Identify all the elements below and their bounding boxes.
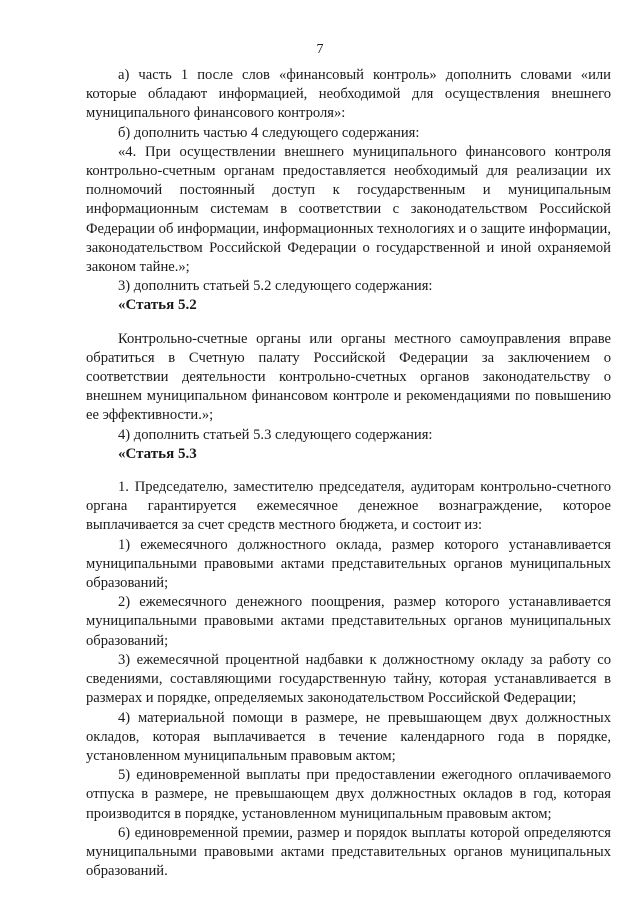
spacer bbox=[86, 316, 611, 330]
article-5-3-clause-1: 1. Председателю, заместителю председателя, аудиторам контрольно-счетного органа гарантируется ежемесячное денежное вознаграждение, которое выплачивается за счет средств местного бюджета, и состоит из: bbox=[86, 479, 611, 534]
list-item-3: 3) ежемесячной процентной надбавки к должностному окладу за работу со сведениями, составляющими государственную тайну, которая устанавливается в размерах и порядке, определяемых законодательством Российской Федерации; bbox=[86, 651, 611, 707]
list-item-6: 6) единовременной премии, размер и порядок выплаты которой определяются муниципальными правовыми актами представительных органов муниципальных образований. bbox=[86, 824, 611, 880]
paragraph-amend-part-1: а) часть 1 после слов «финансовый контроль» дополнить словами «или которые обладают информацией, необходимой для осуществления внешнего муниципального финансового контроля»: bbox=[86, 67, 611, 122]
spacer bbox=[86, 464, 611, 478]
list-item-4: 4) материальной помощи в размере, не превышающем двух должностных окладов, которая выплачивается в течение календарного года в порядке, установленном муниципальным правовым актом; bbox=[86, 709, 611, 764]
document-body bbox=[86, 66, 611, 881]
article-5-2-heading: «Статья 5.2 bbox=[118, 297, 197, 314]
list-item-5: 5) единовременной выплаты при предоставлении ежегодного оплачиваемого отпуска в размере, не превышающем двух должностных окладов в год, которая производится в порядке, установленном муниципальным правовым актом; bbox=[86, 767, 611, 822]
article-5-2-text: Контрольно-счетные органы или органы местного самоуправления вправе обратиться в Счетную палату Российской Федерации за заключением о соответствии деятельности контрольно-счетных органов законодательству о внешнем муниципальном финансовом контроле и рекомендациями по повышению ее эффективности.»; bbox=[86, 330, 611, 424]
article-5-3-heading: «Статья 5.3 bbox=[118, 445, 197, 462]
paragraph-add-article-5-2: 3) дополнить статьей 5.2 следующего содержания: bbox=[118, 278, 433, 295]
paragraph-add-part-4: б) дополнить частью 4 следующего содержания: bbox=[118, 124, 420, 141]
list-item-1: 1) ежемесячного должностного оклада, размер которого устанавливается муниципальными правовыми актами представительных органов муниципальных образований; bbox=[86, 536, 611, 592]
list-item-2: 2) ежемесячного денежного поощрения, размер которого устанавливается муниципальными правовыми актами представительных органов муниципальных образований; bbox=[86, 594, 611, 649]
paragraph-part-4-text: «4. При осуществлении внешнего муниципального финансового контроля контрольно-счетным органам предоставляется необходимый для реализации их полномочий постоянный доступ к государственным и муниципальным информационным системам в соответствии с законодательством Российской Федерации об информации, информационных технологиях и о защите информации, законодательством Российской Федерации о государственной и иной охраняемой законом тайне.»; bbox=[86, 143, 611, 276]
page-number: 7 bbox=[316, 42, 324, 57]
paragraph-add-article-5-3: 4) дополнить статьей 5.3 следующего содержания: bbox=[118, 426, 433, 443]
